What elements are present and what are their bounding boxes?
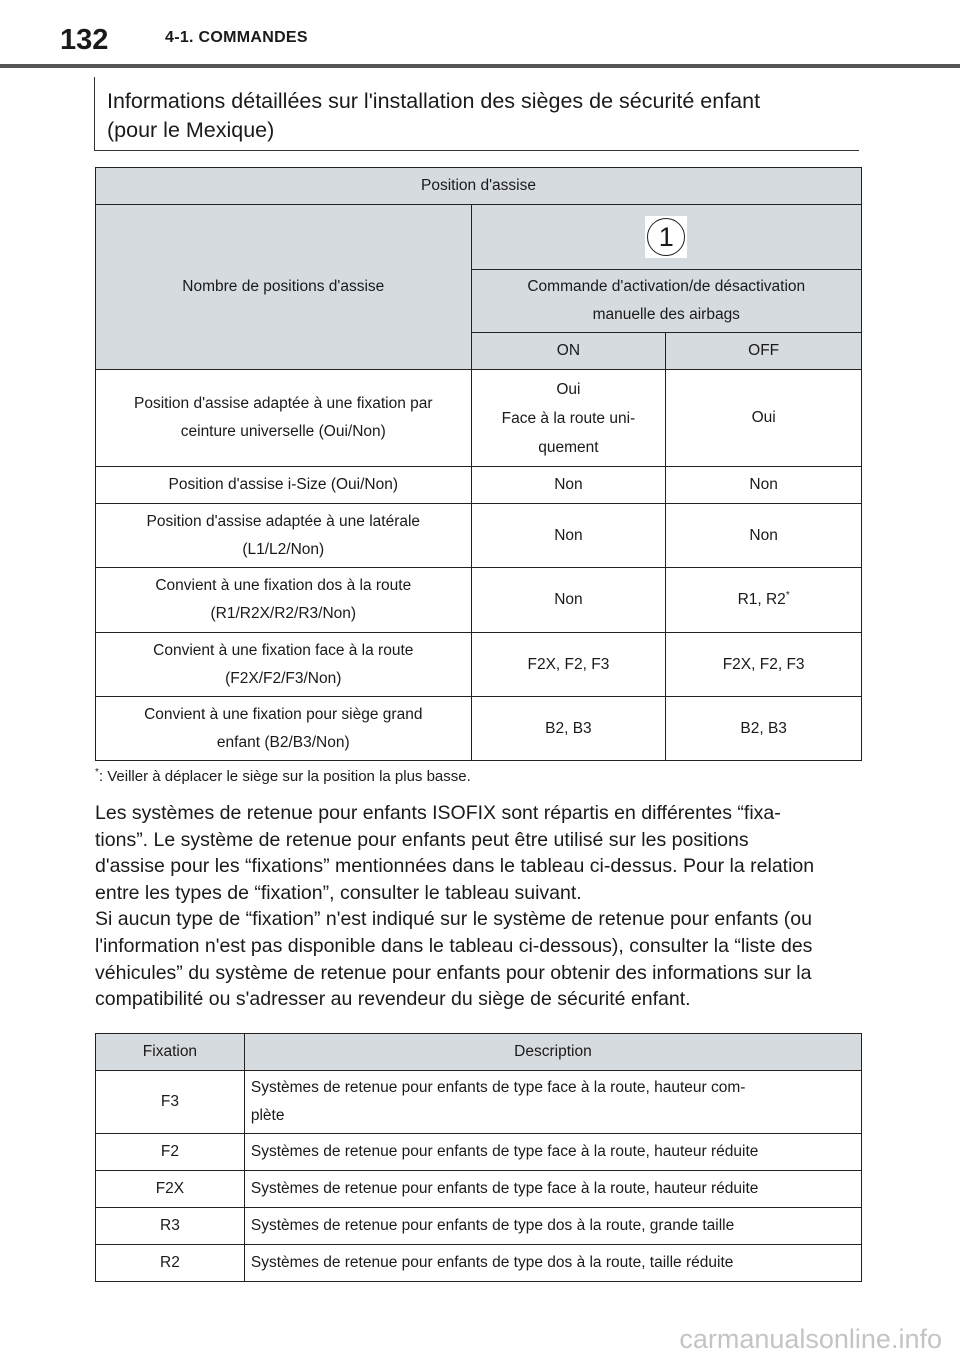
table-row [96, 568, 862, 633]
row-label [96, 370, 472, 467]
header-off: OFF [666, 333, 862, 370]
table-row [96, 1208, 862, 1245]
header-number-of-positions: Nombre de positions d'assise [96, 205, 472, 370]
row-label-line: Convient à une fixation face à la route [153, 641, 414, 659]
cell-off [666, 568, 862, 633]
table-row [96, 467, 862, 504]
header-seat-position: Position d'assise [96, 168, 862, 205]
paragraph-line: compatibilité ou s'adresser au revendeur du siège de sécurité enfant. [95, 988, 691, 1011]
table-row [96, 1171, 862, 1208]
row-label-line: Position d'assise adaptée à une fixation par [134, 395, 433, 412]
cell-on: B2, B3 [471, 697, 666, 761]
row-label [96, 568, 472, 633]
row-label [96, 697, 472, 761]
row-label-line: (L1/L2/Non) [242, 540, 325, 558]
cell-on [471, 370, 666, 467]
fixation-code: R3 [96, 1208, 245, 1245]
fixation-code: F2 [96, 1134, 245, 1171]
header-description: Description [244, 1034, 861, 1071]
footnote-text: : Veiller à déplacer le siège sur la position la plus basse. [98, 768, 471, 785]
table-row [96, 504, 862, 568]
paragraph-line: l'information n'est pas disponible dans le tableau ci-dessous), consulter la “liste des [95, 934, 813, 957]
cell-off: F2X, F2, F3 [666, 633, 862, 697]
cell-off: B2, B3 [666, 697, 862, 761]
row-label-line: ceinture universelle (Oui/Non) [180, 423, 386, 440]
seat-number-cell [471, 205, 861, 270]
cell-on-line: Face à la route uni- [501, 409, 636, 427]
footnote-mark: * [95, 767, 99, 778]
paragraph-line: d'assise pour les “fixations” mentionnées dans le tableau ci-dessus. Pour la relation [95, 855, 815, 878]
fixation-table [95, 1033, 862, 1282]
seat-position-table [95, 167, 862, 761]
paragraph-line: tions”. Le système de retenue pour enfants peut être utilisé sur les positions [95, 828, 749, 851]
cell-off-value: R1, R2 [737, 591, 786, 608]
paragraph-line: entre les types de “fixation”, consulter le tableau suivant. [95, 881, 582, 904]
section-title [94, 77, 859, 151]
cell-off: Non [666, 504, 862, 568]
description-line: Systèmes de retenue pour enfants de type face à la route, hauteur com- [250, 1079, 746, 1096]
row-label-line: enfant (B2/B3/Non) [216, 733, 350, 751]
row-label [96, 504, 472, 568]
fixation-description: Systèmes de retenue pour enfants de type face à la route, hauteur réduite [244, 1134, 861, 1171]
header-rule [0, 64, 960, 68]
airbag-control-header [471, 270, 861, 333]
row-label-line: Position d'assise adaptée à une latérale [146, 512, 421, 530]
footnote [95, 768, 471, 785]
fixation-code: F3 [96, 1071, 245, 1134]
section-title-line1: Informations détaillées sur l'installation des sièges de sécurité enfant [107, 89, 761, 113]
cell-off: Oui [666, 370, 862, 467]
row-label-line: (R1/R2X/R2/R3/Non) [210, 605, 357, 622]
header-on: ON [471, 333, 666, 370]
table-row [96, 370, 862, 467]
paragraph-line: Si aucun type de “fixation” n'est indiqué sur le système de retenue pour enfants (ou [95, 908, 812, 931]
footnote-mark: * [785, 589, 790, 601]
fixation-description: Systèmes de retenue pour enfants de type dos à la route, grande taille [244, 1208, 861, 1245]
description-line: plète [250, 1107, 285, 1124]
table-row [96, 633, 862, 697]
seat-number: 1 [647, 218, 685, 256]
row-label [96, 633, 472, 697]
seat-number-icon [645, 216, 687, 258]
cell-off: Non [666, 467, 862, 504]
cell-on: Non [471, 467, 666, 504]
table-row [96, 697, 862, 761]
row-label-line: (F2X/F2/F3/Non) [225, 669, 342, 687]
table-row [96, 1245, 862, 1282]
section-title-line2: (pour le Mexique) [107, 118, 275, 142]
table-row [96, 1134, 862, 1171]
fixation-description: Systèmes de retenue pour enfants de type face à la route, hauteur réduite [244, 1171, 861, 1208]
paragraph-line: Les systèmes de retenue pour enfants ISOFIX sont répartis en différentes “fixa- [95, 802, 781, 824]
fixation-code: R2 [96, 1245, 245, 1282]
row-label-line: Convient à une fixation dos à la route [155, 577, 412, 594]
fixation-description: Systèmes de retenue pour enfants de type dos à la route, taille réduite [244, 1245, 861, 1282]
page-number: 132 [60, 24, 109, 56]
airbag-control-line1: Commande d'activation/de désactivation [527, 278, 806, 295]
paragraph [95, 906, 865, 1012]
cell-on-line: quement [538, 438, 599, 456]
row-label: Position d'assise i-Size (Oui/Non) [96, 467, 472, 504]
table-row [96, 1071, 862, 1134]
chapter-title: 4-1. COMMANDES [165, 29, 308, 46]
paragraph [95, 800, 865, 906]
cell-on-line: Oui [556, 380, 581, 398]
body-text [95, 800, 865, 1013]
paragraph-line: véhicules” du système de retenue pour enfants pour obtenir des informations sur la [95, 961, 812, 984]
watermark[interactable]: carmanualsonline.info [679, 1324, 942, 1354]
cell-on: Non [471, 504, 666, 568]
header-fixation: Fixation [96, 1034, 245, 1071]
cell-on: F2X, F2, F3 [471, 633, 666, 697]
fixation-description [244, 1071, 861, 1134]
cell-on: Non [471, 568, 666, 633]
fixation-code: F2X [96, 1171, 245, 1208]
row-label-line: Convient à une fixation pour siège grand [144, 705, 423, 723]
airbag-control-line2: manuelle des airbags [592, 306, 740, 323]
